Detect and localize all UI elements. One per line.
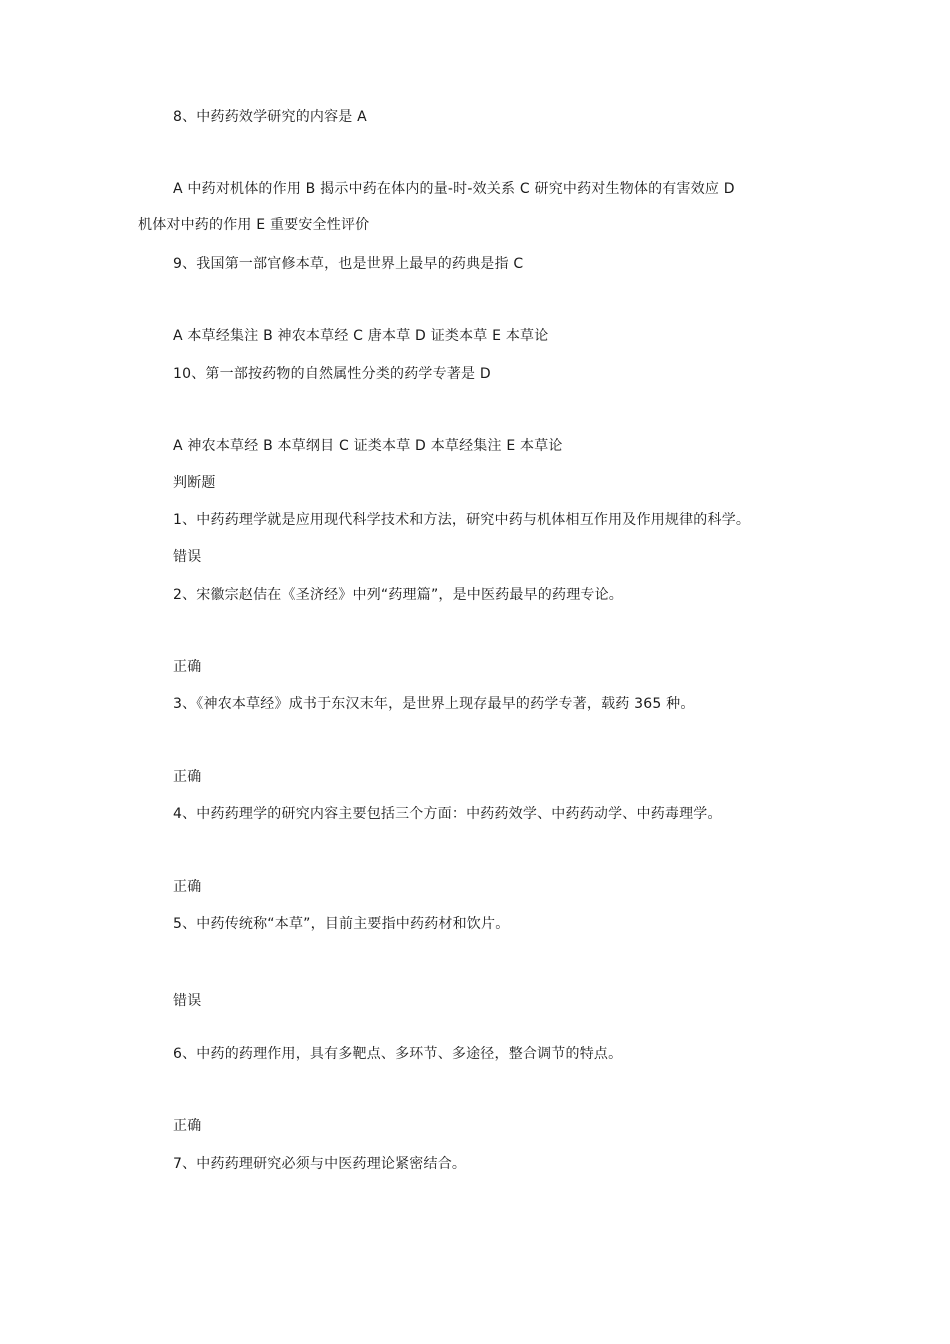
question-8: 8、中药药效学研究的内容是 A <box>173 109 367 125</box>
question-8-options: A 中药对机体的作用 B 揭示中药在体内的量-时-效关系 C 研究中药对生物体的有害效应 D <box>173 181 735 197</box>
judgment-3: 3、《神农本草经》成书于东汉末年，是世界上现存最早的药学专著，载药 365 种。 <box>173 696 695 712</box>
judgment-6: 6、中药的药理作用，具有多靶点、多环节、多途径，整合调节的特点。 <box>173 1046 623 1062</box>
section-heading-true-false: 判断题 <box>173 475 216 491</box>
question-10: 10、第一部按药物的自然属性分类的药学专著是 D <box>173 366 491 382</box>
judgment-5: 5、中药传统称“本草”，目前主要指中药药材和饮片。 <box>173 916 510 932</box>
judgment-3-answer: 正确 <box>173 769 202 785</box>
question-9: 9、我国第一部官修本草，也是世界上最早的药典是指 C <box>173 256 524 272</box>
judgment-2: 2、宋徽宗赵佶在《圣济经》中列“药理篇”，是中医药最早的药理专论。 <box>173 587 624 603</box>
judgment-4-answer: 正确 <box>173 879 202 895</box>
judgment-7: 7、中药药理研究必须与中医药理论紧密结合。 <box>173 1156 467 1172</box>
question-9-options: A 本草经集注 B 神农本草经 C 唐本草 D 证类本草 E 本草论 <box>173 328 549 344</box>
question-8-options-continued: 机体对中药的作用 E 重要安全性评价 <box>138 217 370 233</box>
judgment-5-answer: 错误 <box>173 993 202 1009</box>
judgment-2-answer: 正确 <box>173 659 202 675</box>
judgment-1-answer: 错误 <box>173 549 202 565</box>
question-10-options: A 神农本草经 B 本草纲目 C 证类本草 D 本草经集注 E 本草论 <box>173 438 563 454</box>
judgment-6-answer: 正确 <box>173 1118 202 1134</box>
judgment-4: 4、中药药理学的研究内容主要包括三个方面：中药药效学、中药药动学、中药毒理学。 <box>173 806 722 822</box>
judgment-1: 1、中药药理学就是应用现代科学技术和方法，研究中药与机体相互作用及作用规律的科学。 <box>173 512 751 528</box>
